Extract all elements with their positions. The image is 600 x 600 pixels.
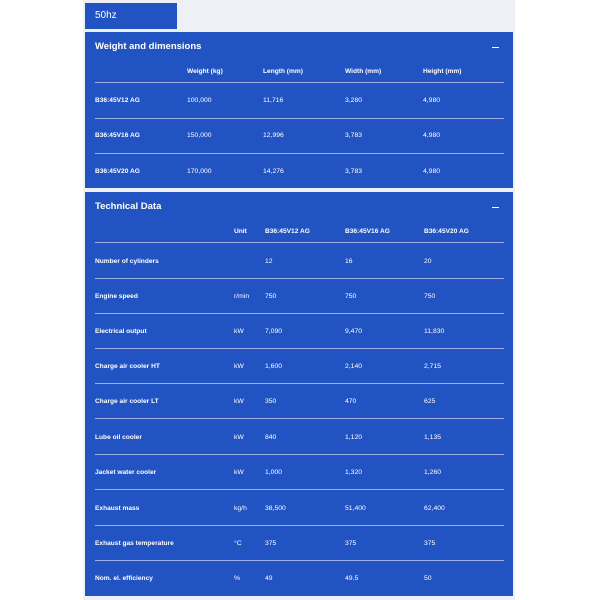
divider (95, 418, 504, 419)
row-name: Exhaust mass (95, 505, 140, 512)
weight-dimensions-panel (85, 32, 513, 188)
cell-v16: 2,140 (345, 363, 363, 370)
cell-length: 11,716 (263, 97, 284, 104)
tab-50hz[interactable]: 50hz (85, 3, 177, 29)
col-header-height: Height (mm) (423, 68, 462, 75)
col-header-v16: B36:45V16 AG (345, 228, 390, 235)
cell-unit: °C (234, 540, 242, 547)
cell-v12: 1,600 (265, 363, 283, 370)
cell-v20: 375 (424, 540, 436, 547)
cell-v16: 1,120 (345, 434, 363, 441)
cell-v12: 350 (265, 398, 277, 405)
row-name: Lube oil cooler (95, 434, 142, 441)
cell-unit: r/min (234, 293, 250, 300)
cell-height: 4,980 (423, 132, 441, 139)
cell-v16: 750 (345, 293, 357, 300)
cell-v20: 1,260 (424, 469, 442, 476)
divider (95, 82, 504, 83)
row-name: Nom. el. efficiency (95, 575, 153, 582)
divider (95, 278, 504, 279)
cell-weight: 100,000 (187, 97, 212, 104)
cell-v16: 9,470 (345, 328, 363, 335)
divider (95, 348, 504, 349)
row-name: Jacket water cooler (95, 469, 157, 476)
cell-v20: 750 (424, 293, 436, 300)
cell-height: 4,980 (423, 168, 441, 175)
cell-v12: 38,500 (265, 505, 286, 512)
cell-unit: kW (234, 434, 244, 441)
row-name: B36:45V12 AG (95, 97, 140, 104)
divider (95, 383, 504, 384)
cell-v16: 1,320 (345, 469, 363, 476)
cell-v12: 1,000 (265, 469, 283, 476)
weight-dimensions-title[interactable]: Weight and dimensions (95, 41, 202, 52)
technical-data-panel (85, 192, 513, 596)
cell-length: 14,276 (263, 168, 284, 175)
cell-v16: 51,400 (345, 505, 366, 512)
col-header-v12: B36:45V12 AG (265, 228, 310, 235)
cell-unit: kW (234, 469, 244, 476)
cell-v20: 2,715 (424, 363, 442, 370)
cell-width: 3,783 (345, 132, 363, 139)
cell-v12: 7,090 (265, 328, 283, 335)
cell-v16: 49.5 (345, 575, 359, 582)
row-name: Number of cylinders (95, 258, 159, 265)
col-header-width: Width (mm) (345, 68, 382, 75)
cell-unit: kW (234, 398, 244, 405)
cell-width: 3,280 (345, 97, 363, 104)
divider (95, 560, 504, 561)
divider (95, 242, 504, 243)
divider (95, 313, 504, 314)
cell-weight: 170,000 (187, 168, 212, 175)
cell-v20: 62,400 (424, 505, 445, 512)
cell-v16: 16 (345, 258, 353, 265)
row-name: Exhaust gas temperature (95, 540, 174, 547)
cell-v20: 11,830 (424, 328, 445, 335)
divider (95, 454, 504, 455)
cell-v20: 50 (424, 575, 432, 582)
cell-width: 3,783 (345, 168, 363, 175)
row-name: B36:45V16 AG (95, 132, 140, 139)
collapse-icon[interactable] (492, 47, 499, 48)
divider (95, 525, 504, 526)
cell-unit: kW (234, 328, 244, 335)
divider (95, 153, 504, 154)
cell-v20: 1,135 (424, 434, 442, 441)
cell-v12: 49 (265, 575, 273, 582)
row-name: Charge air cooler LT (95, 398, 159, 405)
divider (95, 118, 504, 119)
col-header-v20: B36:45V20 AG (424, 228, 469, 235)
col-header-length: Length (mm) (263, 68, 303, 75)
cell-v12: 750 (265, 293, 277, 300)
cell-v12: 840 (265, 434, 277, 441)
row-name: B36:45V20 AG (95, 168, 140, 175)
cell-unit: kW (234, 363, 244, 370)
cell-unit: kg/h (234, 505, 247, 512)
cell-unit: % (234, 575, 241, 582)
cell-v20: 625 (424, 398, 436, 405)
row-name: Engine speed (95, 293, 138, 300)
technical-data-title[interactable]: Technical Data (95, 201, 162, 212)
divider (95, 489, 504, 490)
cell-v12: 12 (265, 258, 273, 265)
col-header-weight: Weight (kg) (187, 68, 223, 75)
cell-height: 4,980 (423, 97, 441, 104)
cell-weight: 150,000 (187, 132, 212, 139)
col-header-unit: Unit (234, 228, 247, 235)
cell-v16: 470 (345, 398, 357, 405)
row-name: Charge air cooler HT (95, 363, 160, 370)
collapse-icon[interactable] (492, 207, 499, 208)
cell-v20: 20 (424, 258, 432, 265)
row-name: Electrical output (95, 328, 147, 335)
cell-v16: 375 (345, 540, 357, 547)
cell-length: 12,996 (263, 132, 284, 139)
cell-v12: 375 (265, 540, 277, 547)
